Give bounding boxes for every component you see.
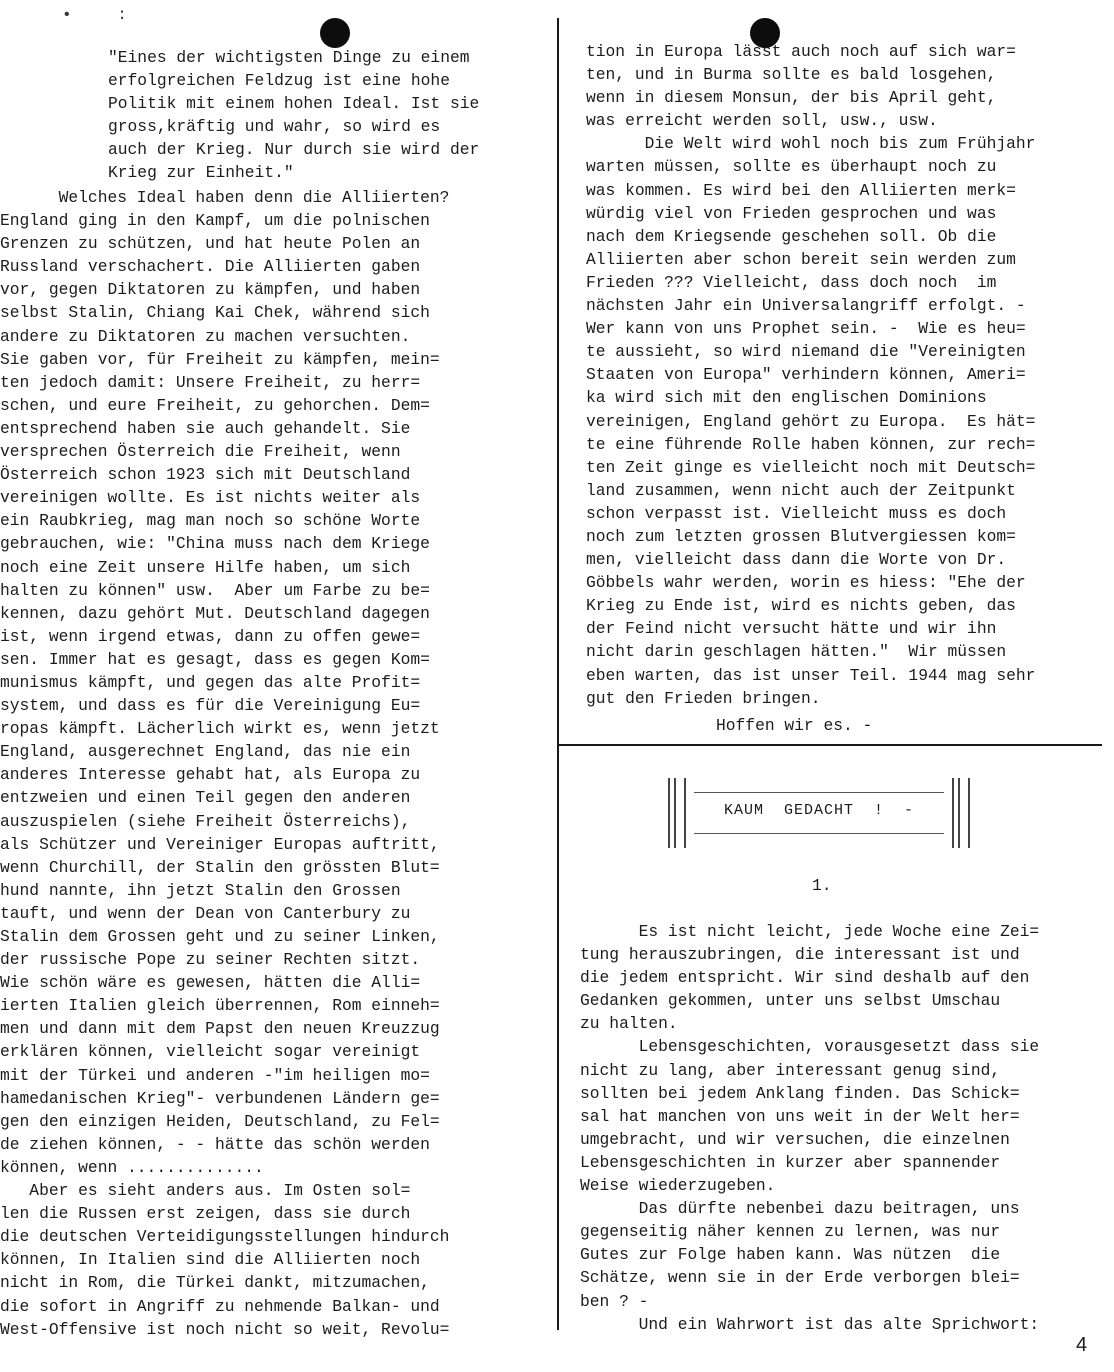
text-line: die sofort in Angriff zu nehmende Balkan- und (0, 1296, 440, 1316)
text-line: noch eine Zeit unsere Hilfe haben, um sich (0, 557, 411, 577)
text-line: sal hat manchen von uns weit in der Welt her= (580, 1106, 1020, 1126)
banner-title: KAUM GEDACHT ! - (723, 802, 915, 819)
text-line: versprechen Österreich die Freiheit, wenn (0, 442, 401, 462)
text-line: tung herauszubringen, die interessant ist und (580, 945, 1020, 965)
text-line: ka wird sich mit den englischen Dominions (586, 388, 987, 408)
text-line: der Feind nicht versucht hätte und wir ihn (586, 619, 997, 639)
text-line: men, vielleicht dass dann die Worte von Dr. (586, 550, 1007, 570)
text-line: sen. Immer hat es gesagt, dass es gegen Kom= (0, 649, 430, 669)
quote-line: "Eines der wichtigsten Dinge zu einem (108, 48, 470, 67)
text-line: vereinigen wollte. Es ist nichts weiter als (0, 488, 421, 508)
text-line: wenn in diesem Monsun, der bis April geht, (586, 88, 997, 108)
column-divider (557, 18, 559, 1330)
text-line: nicht zu lang, aber interessant genug sind, (580, 1060, 1001, 1080)
text-line: Und ein Wahrwort ist das alte Sprichwort: (580, 1314, 1040, 1334)
text-line: gebrauchen, wie: "China muss nach dem Kriege (0, 534, 430, 554)
text-line: tauft, und wenn der Dean von Canterbury zu (0, 903, 411, 923)
text-line: England, ausgerechnet England, das nie ein (0, 742, 411, 762)
text-line: te aussieht, so wird niemand die "Vereinigten (586, 342, 1026, 362)
text-line: als Schützer und Vereiniger Europas auftritt, (0, 834, 440, 854)
text-line: umgebracht, und wir versuchen, die einzelnen (580, 1129, 1010, 1149)
text-line: Stalin dem Grossen geht und zu seiner Linken, (0, 927, 440, 946)
quote-line: Politik mit einem hohen Ideal. Ist sie (108, 94, 480, 114)
section-number: 1. (812, 876, 832, 895)
text-line: können, wenn .............. (0, 1157, 264, 1177)
text-line: Wer kann von uns Prophet sein. - Wie es heu= (586, 319, 1026, 339)
text-line: ten Zeit ginge es vielleicht noch mit Deutsch= (586, 457, 1036, 477)
text-line: entzweien und einen Teil gegen den anderen (0, 788, 411, 808)
quote-line: erfolgreichen Feldzug ist eine hohe (108, 71, 450, 91)
text-line: können, In Italien sind die Alliierten noch (0, 1250, 421, 1270)
text-line: vereinigen, England gehört zu Europa. Es hät= (586, 411, 1036, 431)
text-line: anderes Interesse gehabt hat, als Europa zu (0, 765, 421, 785)
text-line: te eine führende Rolle haben können, zur rech= (586, 434, 1036, 454)
text-line: len die Russen erst zeigen, dass sie durch (0, 1204, 411, 1224)
text-line: die deutschen Verteidigungsstellungen hindurch (0, 1227, 450, 1247)
banner-rule-bottom (694, 833, 944, 834)
quote-line: auch der Krieg. Nur durch sie wird der (108, 140, 480, 160)
text-line: Grenzen zu schützen, und hat heute Polen an (0, 234, 421, 254)
text-line: gegenseitig näher kennen zu lernen, was nur (580, 1222, 1001, 1242)
text-line: Gutes zur Folge haben kann. Was nützen die (580, 1245, 1001, 1265)
page-number: 4 (1076, 1334, 1088, 1356)
text-line: ten jedoch damit: Unsere Freiheit, zu herr= (0, 372, 421, 392)
text-line: gut den Frieden bringen. (586, 688, 821, 708)
text-line: Frieden ??? Vielleicht, dass doch noch im (586, 272, 997, 292)
right-column-text-2 (580, 920, 1039, 1336)
text-line: hamedanischen Krieg"- verbundenen Ländern ge= (0, 1088, 440, 1108)
text-line: würdig viel von Frieden gesprochen und was (586, 203, 997, 223)
text-line: Krieg zu Ende ist, wird es nichts geben, das (586, 596, 1016, 616)
text-line: men und dann mit dem Papst den neuen Kreuzzug (0, 1019, 440, 1039)
text-line: Wie schön wäre es gewesen, hätten die Alli= (0, 973, 421, 993)
text-line: noch zum letzten grossen Blutvergiessen kom= (586, 526, 1016, 546)
opening-quote (108, 46, 479, 185)
text-line: andere zu Diktatoren zu machen versuchten. (0, 326, 411, 346)
text-line: Österreich schon 1923 sich mit Deutschland (0, 465, 411, 485)
text-line: system, und dass es für die Vereinigung Eu= (0, 696, 421, 716)
text-line: was erreicht werden soll, usw., usw. (586, 111, 938, 131)
text-line: schen, und eure Freiheit, zu gehorchen. Dem= (0, 395, 430, 415)
text-line: Schätze, wenn sie in der Erde verborgen blei= (580, 1268, 1020, 1288)
text-line: auszuspielen (siehe Freiheit Österreichs), (0, 811, 411, 831)
text-line: mit der Türkei und anderen -"im heiligen mo= (0, 1065, 430, 1085)
text-line: erklären können, vielleicht sogar vereinigt (0, 1042, 421, 1062)
text-line: Welches Ideal haben denn die Alliierten? (0, 188, 450, 207)
quote-line: gross,kräftig und wahr, so wird es (108, 117, 441, 137)
text-line: land zusammen, wenn nicht auch der Zeitpunkt (586, 480, 1016, 500)
text-line: Weise wiederzugeben. (580, 1176, 776, 1196)
text-line: nächsten Jahr ein Universalangriff erfolgt. - (586, 296, 1026, 316)
text-line: de ziehen können, - - hätte das schön werden (0, 1134, 430, 1154)
text-line: Lebensgeschichten, vorausgesetzt dass sie (580, 1037, 1040, 1057)
text-line: Gedanken gekommen, unter uns selbst Umschau (580, 991, 1001, 1011)
text-line: warten müssen, sollte es überhaupt noch zu (586, 157, 997, 177)
text-line: ten, und in Burma sollte es bald losgehen, (586, 65, 997, 85)
section-divider (557, 744, 1102, 746)
text-line: ben ? - (580, 1291, 649, 1311)
text-line: England ging in den Kampf, um die polnischen (0, 211, 430, 231)
quote-line: Krieg zur Einheit." (108, 163, 294, 183)
text-line: ein Raubkrieg, mag man noch so schöne Worte (0, 511, 421, 531)
banner-rule-top (694, 792, 944, 793)
text-line: Russland verschachert. Die Alliierten gaben (0, 257, 421, 277)
punch-hole-left (320, 18, 350, 48)
text-line: Lebensgeschichten in kurzer aber spannender (580, 1152, 1001, 1172)
text-line: eben warten, das ist unser Teil. 1944 mag sehr (586, 665, 1036, 685)
text-line: schon verpasst ist. Vielleicht muss es doch (586, 503, 1007, 523)
text-line: West-Offensive ist noch nicht so weit, Revolu= (0, 1319, 450, 1339)
text-line: Die Welt wird wohl noch bis zum Frühjahr (586, 134, 1036, 154)
text-line: entsprechend haben sie auch gehandelt. Sie (0, 418, 411, 438)
text-line: selbst Stalin, Chiang Kai Chek, während sich (0, 303, 430, 323)
text-line: ist, wenn irgend etwas, dann zu offen gewe= (0, 626, 421, 646)
text-line: Das dürfte nebenbei dazu beitragen, uns (580, 1199, 1020, 1219)
text-line: ierten Italien gleich überrennen, Rom einneh= (0, 996, 440, 1016)
text-line: Aber es sieht anders aus. Im Osten sol= (0, 1181, 411, 1201)
closing-line: Hoffen wir es. - (716, 716, 873, 735)
corner-mark: • : (62, 6, 145, 24)
text-line: munismus kämpft, und gegen das alte Profit= (0, 672, 421, 692)
text-line: hund nannte, ihn jetzt Stalin den Grossen (0, 880, 401, 900)
text-line: Es ist nicht leicht, jede Woche eine Zei= (580, 922, 1040, 941)
text-line: vor, gegen Diktatoren zu kämpfen, und haben (0, 280, 421, 300)
text-line: Alliierten aber schon bereit sein werden zum (586, 249, 1016, 269)
text-line: die jedem entspricht. Wir sind deshalb auf den (580, 968, 1030, 988)
text-line: sollten bei jedem Anklang finden. Das Schick= (580, 1083, 1020, 1103)
text-line: was kommen. Es wird bei den Alliierten merk= (586, 180, 1016, 200)
text-line: Sie gaben vor, für Freiheit zu kämpfen, mein= (0, 349, 440, 369)
left-column-text (0, 186, 449, 1341)
text-line: gen den einzigen Heiden, Deutschland, zu Fel= (0, 1111, 440, 1131)
text-line: Staaten von Europa" verhindern können, Ameri= (586, 365, 1026, 385)
text-line: nicht in Rom, die Türkei dankt, mitzumachen, (0, 1273, 430, 1293)
text-line: tion in Europa lässt auch noch auf sich war= (586, 42, 1016, 61)
section-banner (668, 778, 970, 848)
text-line: der russische Pope zu seiner Rechten sitzt. (0, 950, 421, 970)
text-line: zu halten. (580, 1014, 678, 1034)
text-line: wenn Churchill, der Stalin den grössten Blut= (0, 857, 440, 877)
text-line: halten zu können" usw. Aber um Farbe zu be= (0, 580, 430, 600)
text-line: ropas kämpft. Lächerlich wirkt es, wenn jetzt (0, 719, 440, 739)
right-column-text (586, 40, 1035, 710)
text-line: nicht darin geschlagen hätten." Wir müssen (586, 642, 1007, 662)
text-line: Göbbels wahr werden, worin es hiess: "Ehe der (586, 573, 1026, 593)
text-line: kennen, dazu gehört Mut. Deutschland dagegen (0, 603, 430, 623)
text-line: nach dem Kriegsende geschehen soll. Ob die (586, 226, 997, 246)
